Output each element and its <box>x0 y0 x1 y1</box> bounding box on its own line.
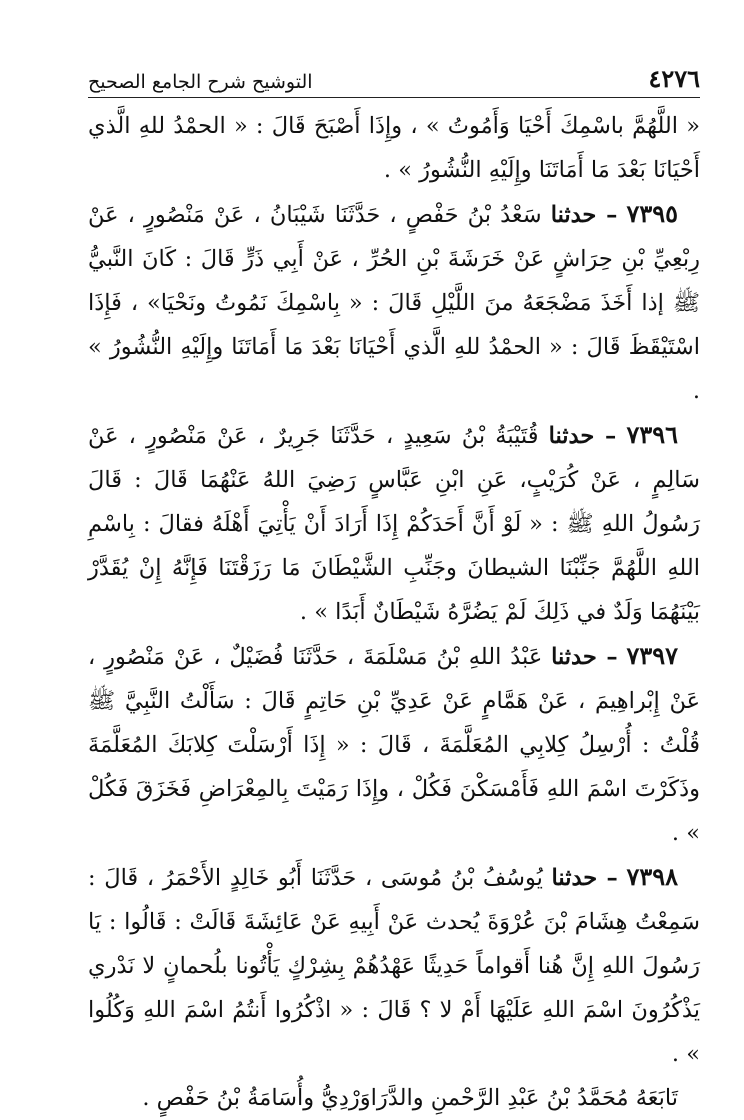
hadith-7396 <box>88 413 700 634</box>
running-title: التوشيح شرح الجامع الصحيح <box>88 71 313 93</box>
hadith-text: عَبْدُ اللهِ بْنُ مَسْلَمَةَ ، حَدَّثَنَا فُضَيْلٌ ، عَنْ مَنْصُورٍ ، عَنْ إِبْراهِيمَ ، عَنْ هَمَّامٍ عَنْ عَدِيِّ بْنِ حَاتِمٍ قَالَ : سَأَلْتُ النَّبِيَّ ﷺ قُلْتُ : أُرْسِلُ كِلابِي المُعَلَّمَةَ ، قَالَ : « إِذَا أَرْسَلْتَ كِلابَكَ المُعَلَّمَةَ وذَكَرْتَ اسْمَ اللهِ فَأَمْسَكْنَ فَكُلْ ، وإِذَا رَمَيْتَ بِالمِعْرَاضِ فَخَزَقَ فَكُلْ » . <box>88 644 700 846</box>
hadith-said: حدثنا <box>551 865 598 891</box>
page-number: ٤٢٧٦ <box>648 64 700 93</box>
hadith-dash: – <box>596 644 618 670</box>
hadith-dash: – <box>596 202 618 228</box>
follow-up-note <box>88 1076 700 1120</box>
hadith-dash: – <box>597 865 618 891</box>
hadith-text: يُوسُفُ بْنُ مُوسَى ، حَدَّثَنَا أَبُو خَالِدٍ الأَحْمَرُ ، قَالَ : سَمِعْتُ هِشَامَ بْنَ عُرْوَةَ يُحدث عَنْ أَبِيهِ عَنْ عَائِشَةَ قَالَتْ : قَالُوا : يَا رَسُولَ اللهِ إِنَّ هُنا أَقواماً حَدِيثًا عَهْدُهُمْ بِشِرْكٍ يَأْتُونا بلُحمانٍ لا نَدْري يَذْكُرُونَ اسْمَ اللهِ عَلَيْهَا أَمْ لا ؟ قَالَ : « اذْكُرُوا أَنتُمُ اسْمَ اللهِ وَكُلُوا » . <box>88 865 700 1067</box>
hadith-7398 <box>88 855 700 1076</box>
page-body <box>88 104 700 1120</box>
hadith-number: ٧٣٩٦ <box>626 420 678 449</box>
hadith-number: ٧٣٩٨ <box>626 862 678 891</box>
hadith-text: قُتَيْبَةُ بْنُ سَعِيدٍ ، حَدَّثَنَا جَرِيرٌ ، عَنْ مَنْصُورٍ ، عَنْ سَالِمٍ ، عَنْ كُرَيْبٍ، عَنِ ابْنِ عَبَّاسٍ رَضِيَ اللهُ عَنْهُمَا قَالَ : قَالَ رَسُولُ اللهِ ﷺ : « لَوْ أَنَّ أَحَدَكُمْ إِذَا أَرَادَ أَنْ يَأْتِيَ أَهْلَهُ فقالَ : بِاسْمِ اللهِ اللَّهُمَّ جَنِّبْنَا الشيطانَ وجَنِّبِ الشَّيْطَانَ مَا رَزَقْتَنَا فَإِنَّهُ إِنْ يُقَدَّرْ بَيْنَهُمَا وَلَدٌ في ذَلِكَ لَمْ يَضُرَّهُ شَيْطَانٌ أَبَدًا » . <box>88 423 700 625</box>
hadith-dash: – <box>594 423 617 449</box>
hadith-said: حدثنا <box>548 423 595 449</box>
hadith-said: حدثنا <box>550 202 597 228</box>
book-page <box>88 62 700 1111</box>
hadith-7397 <box>88 634 700 855</box>
hadith-text: سَعْدُ بْنُ حَفْصٍ ، حَدَّثَنَا شَيْبَانُ ، عَنْ مَنْصُورٍ ، عَنْ رِبْعِيِّ بْنِ حِرَاشٍ عَنْ خَرَشَةَ بْنِ الحُرِّ ، عَنْ أَبِي ذَرٍّ قَالَ : كَانَ النَّبيُّ ﷺ إذا أَخَذَ مَضْجَعَهُ منَ اللَّيْلِ قَالَ : « بِاسْمِكَ نَمُوتُ ونَحْيَا» ، فَإِذَا اسْتَيْقَظَ قَالَ : « الحمْدُ للهِ الَّذي أَحْيَانَا بَعْدَ مَا أَمَاتَنَا وإِلَيْهِ النُّشُورُ » . <box>88 202 700 404</box>
page-header <box>88 62 700 98</box>
paragraph-text: « اللَّهُمَّ باسْمِكَ أَحْيَا وَأَمُوتُ » ، وإِذَا أَصْبَحَ قَالَ : « الحمْدُ للهِ الَّذي أَحْيَانَا بَعْدَ مَا أَمَاتَنَا وإِلَيْهِ النُّشُورُ » . <box>88 113 700 183</box>
hadith-said: حدثنا <box>551 644 597 670</box>
hadith-7395 <box>88 192 700 413</box>
hadith-continuation <box>88 104 700 192</box>
hadith-number: ٧٣٩٥ <box>626 199 679 228</box>
hadith-number: ٧٣٩٧ <box>626 641 679 670</box>
paragraph-text: تَابَعَهُ مُحَمَّدُ بْنُ عَبْدِ الرَّحْمنِ والدَّرَاوَرْدِيُّ وأُسَامَةُ بْنُ حَفْصٍ . <box>142 1085 678 1111</box>
